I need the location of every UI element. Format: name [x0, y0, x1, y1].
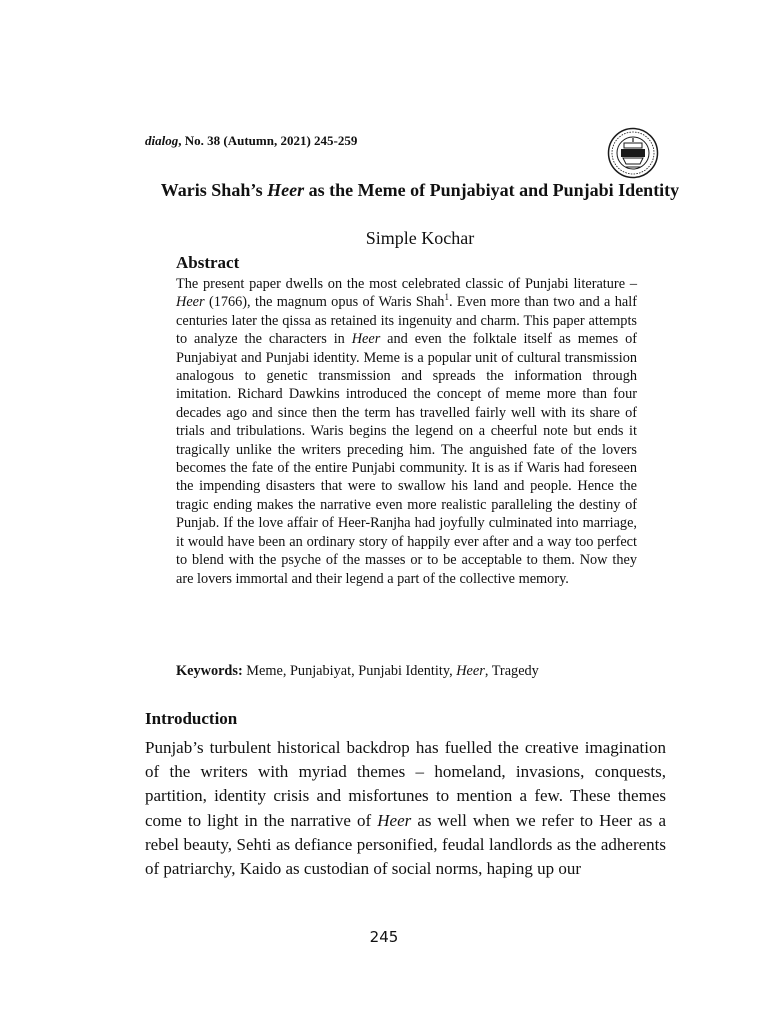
title-italic: Heer: [267, 180, 305, 200]
abstract-text-3: . Even more than two and a half centuries later the qissa as retained its ingenuity and charm. This paper attempts to analyze the characters in: [176, 294, 637, 348]
abstract-text-4: and even the folktale itself as memes of Punjabiyat and Punjabi identity. Meme is a popular unit of cultural transmission analogous to genetic transmission and spreads the information through imitation. Richard Dawkins introduced the concept of meme more than four decades ago and since then the term has travelled fairly well with its share of trials and tribulations. Waris begins the legend on a cheerful note but ends it tragically unlike the writers preceding him. The anguished fate of the lovers becomes the fate of the entire Punjabi community. It is as if Waris had foreseen the impending disasters that were to swallow his land and people. Hence the tragic ending makes the narrative even more realistic paralleling the destiny of Punjab. If the love affair of Heer-Ranjha had joyfully culminated into marriage, it would have been an ordinary story of happily ever after and a way too perfect to blend with the psyche of the masses or to be acceptable to them. Now they are lovers immortal and their legend a part of the collective memory.: [176, 331, 637, 587]
journal-citation: [145, 133, 357, 149]
page-number: 245: [369, 928, 399, 946]
introduction-body: [145, 736, 666, 881]
intro-text-1: Punjab’s turbulent historical backdrop has fuelled the creative imagination of the writers with myriad themes – homeland, invasions, conquests, partition, identity crisis and misfortunes to mention a few. These themes come to light in the narrative of: [145, 738, 666, 830]
paper-title: [145, 178, 695, 202]
keywords-text-2: , Tragedy: [484, 663, 539, 679]
title-part2: as the Meme of Punjabiyat and Punjabi Identity: [304, 180, 680, 200]
keywords-line: [176, 662, 539, 680]
abstract-heer-2: Heer: [351, 331, 381, 348]
abstract-heer-1: Heer: [176, 294, 205, 311]
abstract-body: [176, 275, 637, 588]
abstract-text-2: (1766), the magnum opus of Waris Shah: [204, 294, 445, 311]
journal-issue: , No. 38 (Autumn, 2021) 245-259: [178, 133, 358, 148]
author-name: Simple Kochar: [365, 228, 475, 248]
keywords-label: Keywords:: [176, 663, 243, 679]
intro-heer: Heer: [377, 810, 412, 830]
keywords-heer: Heer: [456, 663, 485, 679]
abstract-text-1: The present paper dwells on the most celebrated classic of Punjabi literature –: [176, 276, 637, 292]
footnote-marker: 1: [444, 292, 449, 303]
journal-name: dialog: [145, 133, 179, 148]
abstract-heading: Abstract: [176, 253, 240, 272]
keywords-text-1: Meme, Punjabiyat, Punjabi Identity,: [242, 663, 457, 679]
intro-text-2: as well when we refer to Heer as a rebel beauty, Sehti as defiance personified, feudal landlords as the adherents of patriarchy, Kaido as custodian of social norms, haping up our: [145, 810, 666, 879]
university-seal-icon: [607, 127, 659, 179]
title-part1: Waris Shah’s: [160, 180, 268, 200]
introduction-heading: Introduction: [145, 709, 238, 728]
